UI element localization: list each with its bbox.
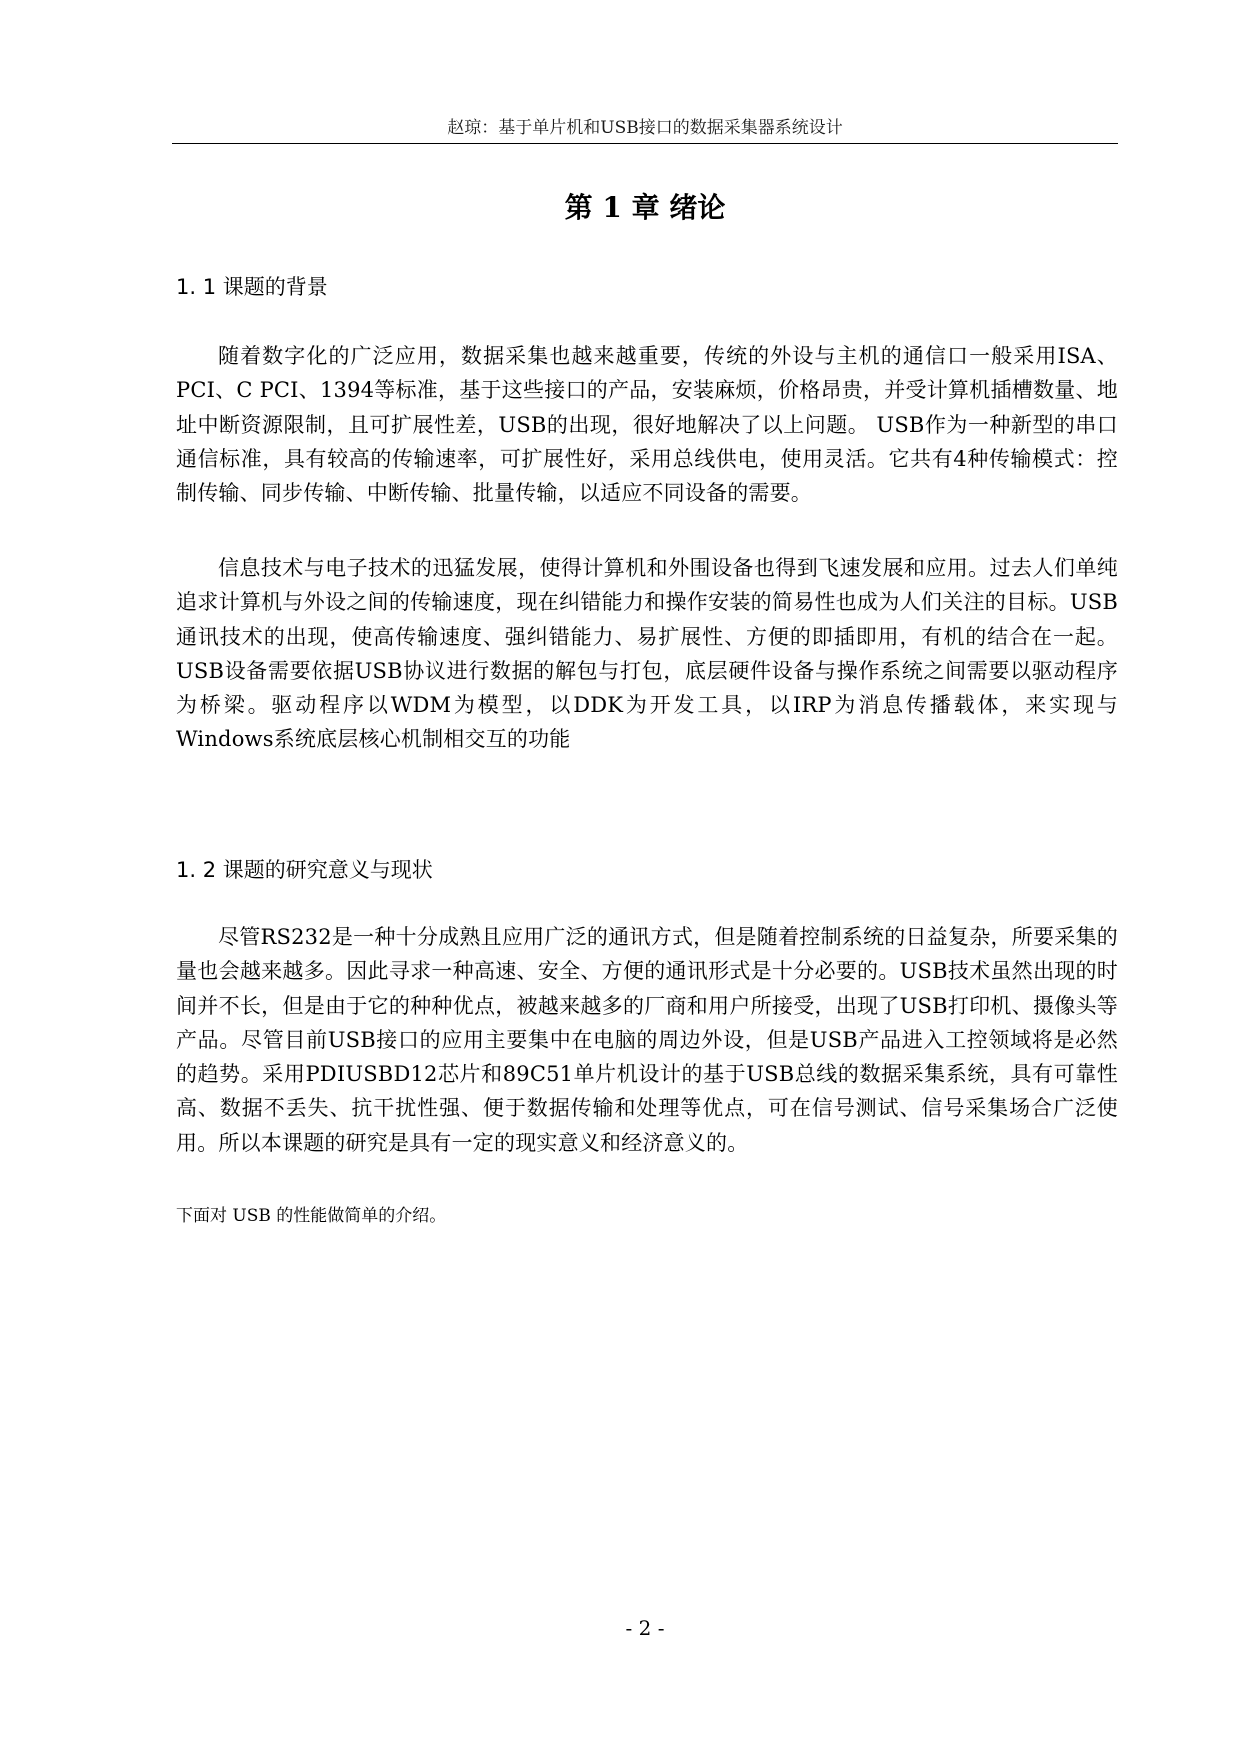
paragraph-background-2: 信息技术与电子技术的迅猛发展，使得计算机和外围设备也得到飞速发展和应用。过去人们单纯追求计算机与外设之间的传输速度，现在纠错能力和操作安装的简易性也成为人们关注的目标。USB通讯技术的出现，使高传输速度、强纠错能力、易扩展性、方便的即插即用，有机的结合在一起。USB设备需要依据USB协议进行数据的解包与打包，底层硬件设备与操作系统之间需要以驱动程序为桥梁。驱动程序以WDM为模型，以DDK为开发工具，以IRP为消息传播载体，来实现与Windows系统底层核心机制相交互的功能: [176, 556, 1118, 752]
running-header: 赵琼：基于单片机和USB接口的数据采集器系统设计: [447, 118, 843, 138]
section-heading-1-2: 1. 2 课题的研究意义与现状: [176, 858, 433, 882]
page-number: - 2 -: [625, 1616, 665, 1640]
intro-line: 下面对 USB 的性能做简单的介绍。: [176, 1206, 447, 1226]
paragraph-background-1: 随着数字化的广泛应用，数据采集也越来越重要，传统的外设与主机的通信口一般采用ISA、PCI、C PCI、1394等标准，基于这些接口的产品，安装麻烦，价格昂贵，并受计算机插槽数量、地址中断资源限制，且可扩展性差，USB的出现，很好地解决了以上问题。 USB作为一种新型的串口通信标准，具有较高的传输速率，可扩展性好，采用总线供电，使用灵活。它共有4种传输模式：控制传输、同步传输、中断传输、批量传输，以适应不同设备的需要。: [176, 344, 1118, 506]
chapter-title: 第 1 章 绪论: [564, 191, 726, 224]
header-divider: [172, 143, 1118, 144]
section-heading-1-1: 1. 1 课题的背景: [176, 275, 328, 299]
paragraph-significance: 尽管RS232是一种十分成熟且应用广泛的通讯方式，但是随着控制系统的日益复杂，所要采集的量也会越来越多。因此寻求一种高速、安全、方便的通讯形式是十分必要的。USB技术虽然出现的时间并不长，但是由于它的种种优点，被越来越多的厂商和用户所接受，出现了USB打印机、摄像头等产品。尽管目前USB接口的应用主要集中在电脑的周边外设，但是USB产品进入工控领域将是必然的趋势。采用PDIUSBD12芯片和89C51单片机设计的基于USB总线的数据采集系统，具有可靠性高、数据不丢失、抗干扰性强、便于数据传输和处理等优点，可在信号测试、信号采集场合广泛使用。所以本课题的研究是具有一定的现实意义和经济意义的。: [176, 925, 1118, 1155]
